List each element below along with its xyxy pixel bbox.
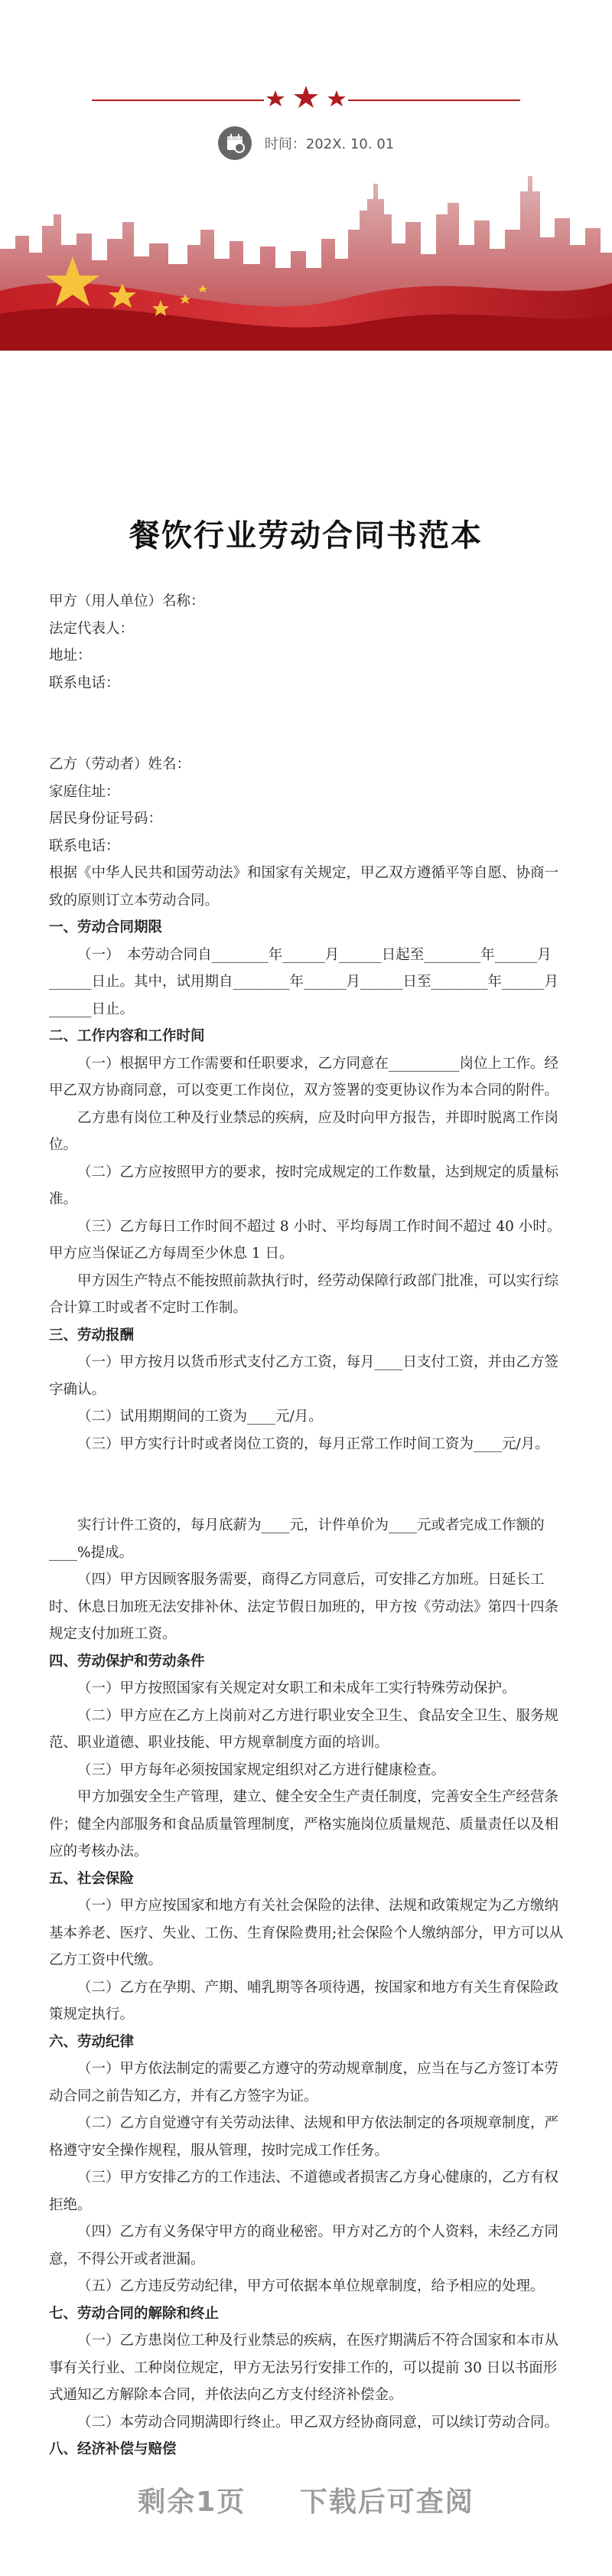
paragraph: （二）试用期期间的工资为____元/月。 bbox=[77, 1409, 323, 1425]
paragraph: （四）乙方有义务保守甲方的商业秘密。甲方对乙方的个人资料，未经乙方同意，不得公开或者泄漏。 bbox=[49, 2224, 559, 2267]
blank-line bbox=[49, 1458, 569, 1485]
paragraph: 甲方加强安全生产管理，建立、健全安全生产责任制度，完善安全生产经营条件；健全内部服务和食品质量管理制度，严格实施岗位质量规范、质量责任以及相应的考核办法。 bbox=[49, 1789, 559, 1859]
document-body bbox=[49, 588, 569, 2463]
section-heading: 七、劳动合同的解除和终止 bbox=[49, 2305, 220, 2322]
section-heading: 八、经济补偿与赔偿 bbox=[49, 2441, 177, 2457]
header-banner bbox=[0, 0, 612, 351]
blank-line bbox=[49, 697, 569, 724]
section-heading: 二、工作内容和工作时间 bbox=[49, 1028, 205, 1044]
section-heading: 六、劳动纪律 bbox=[49, 2033, 135, 2050]
calendar-icon bbox=[218, 126, 252, 160]
paragraph: （二）乙方应按照甲方的要求，按时完成规定的工作数量，达到规定的质量标准。 bbox=[49, 1164, 559, 1207]
paragraph: （二）乙方自觉遵守有关劳动法律、法规和甲方依法制定的各项规章制度，严格遵守安全操作规程，服从管理，按时完成工作任务。 bbox=[49, 2115, 559, 2159]
section-heading: 四、劳动保护和劳动条件 bbox=[49, 1653, 205, 1670]
download-prompt-link[interactable]: 下载后可查阅 bbox=[299, 2486, 474, 2518]
paragraph: （二）本劳动合同期满即行终止。甲乙双方经协商同意，可以续订劳动合同。 bbox=[77, 2414, 559, 2431]
paragraph: 居民身份证号码： bbox=[49, 811, 163, 827]
paragraph: （三）甲方安排乙方的工作违法、不道德或者损害乙方身心健康的，乙方有权拒绝。 bbox=[49, 2170, 559, 2213]
paragraph: （一） 本劳动合同自________年______月______日起至________年______月______日止。其中，试用期自________年______月______日至________年______月______日止。 bbox=[49, 946, 559, 1017]
paragraph: 甲方（用人单位）名称： bbox=[49, 593, 205, 609]
star-row-icon bbox=[0, 84, 612, 115]
paragraph: （四）甲方因顾客服务需要，商得乙方同意后，可安排乙方加班。日延长工时、休息日加班无法安排补休、法定节假日加班的，甲方按《劳动法》第四十四条规定支付加班工资。 bbox=[49, 1572, 559, 1642]
paragraph: 地址： bbox=[49, 648, 92, 664]
paragraph: 实行计件工资的，每月底薪为____元，计件单价为____元或者完成工作额的____%提成。 bbox=[49, 1517, 545, 1561]
city-skyline-icon bbox=[0, 168, 612, 351]
time-text: 时间：202X. 10. 01 bbox=[264, 136, 395, 152]
paragraph: 法定代表人： bbox=[49, 620, 135, 637]
paragraph: （三）乙方每日工作时间不超过 8 小时、平均每周工作时间不超过 40 小时。甲方应当保证乙方每周至少休息 1 日。 bbox=[49, 1218, 562, 1262]
paragraph: （五）乙方违反劳动纪律，甲方可依据本单位规章制度，给予相应的处理。 bbox=[77, 2278, 545, 2294]
remaining-pages-text: 剩余1页 bbox=[138, 2486, 246, 2518]
paragraph: 家庭住址： bbox=[49, 783, 120, 800]
blank-line bbox=[49, 724, 569, 752]
paragraph: 乙方患有岗位工种及行业禁忌的疾病，应及时向甲方报告，并即时脱离工作岗位。 bbox=[49, 1109, 559, 1153]
paragraph: （一）乙方患岗位工种及行业禁忌的疾病，在医疗期满后不符合国家和本市从事有关行业、工种岗位规定，甲方无法另行安排工作的，可以提前 30 日以书面形式通知乙方解除本合同，并依法向乙方支付经济补偿金。 bbox=[49, 2333, 559, 2403]
paragraph: 根据《中华人民共和国劳动法》和国家有关规定，甲乙双方遵循平等自愿、协商一致的原则订立本劳动合同。 bbox=[49, 865, 559, 909]
section-heading: 三、劳动报酬 bbox=[49, 1327, 135, 1344]
section-heading: 一、劳动合同期限 bbox=[49, 919, 163, 935]
footer-notice bbox=[0, 2480, 612, 2519]
paragraph: （一）甲方按照国家有关规定对女职工和未成年工实行特殊劳动保护。 bbox=[77, 1680, 516, 1696]
paragraph: 联系电话： bbox=[49, 674, 120, 691]
paragraph: 甲方因生产特点不能按照前款执行时，经劳动保障行政部门批准，可以实行综合计算工时或者不定时工作制。 bbox=[49, 1272, 559, 1316]
section-heading: 五、社会保险 bbox=[49, 1870, 135, 1887]
paragraph: 联系电话： bbox=[49, 837, 120, 854]
time-row bbox=[0, 126, 612, 160]
paragraph: （一）甲方应按国家和地方有关社会保险的法律、法规和政策规定为乙方缴纳基本养老、医疗、失业、工伤、生育保险费用;社会保险个人缴纳部分，甲方可以从乙方工资中代缴。 bbox=[49, 1898, 564, 1968]
paragraph: （二）甲方应在乙方上岗前对乙方进行职业安全卫生、食品安全卫生、服务规范、职业道德、职业技能、甲方规章制度方面的培训。 bbox=[49, 1707, 559, 1751]
paragraph: （三）甲方每年必须按国家规定组织对乙方进行健康检查。 bbox=[77, 1761, 446, 1778]
document-title: 餐饮行业劳动合同书范本 bbox=[129, 517, 483, 553]
paragraph: （三）甲方实行计时或者岗位工资的，每月正常工作时间工资为____元/月。 bbox=[77, 1435, 549, 1452]
paragraph: （二）乙方在孕期、产期、哺乳期等各项待遇，按国家和地方有关生育保险政策规定执行。 bbox=[49, 1979, 559, 2023]
paragraph: （一）根据甲方工作需要和任职要求，乙方同意在__________岗位上工作。经甲乙双方协商同意，可以变更工作岗位，双方签署的变更协议作为本合同的附件。 bbox=[49, 1055, 559, 1099]
paragraph: （一）甲方依法制定的需要乙方遵守的劳动规章制度，应当在与乙方签订本劳动合同之前告知乙方，并有乙方签字为证。 bbox=[49, 2061, 559, 2104]
paragraph: 乙方（劳动者）姓名： bbox=[49, 756, 191, 772]
paragraph: （一）甲方按月以货币形式支付乙方工资，每月____日支付工资，并由乙方签字确认。 bbox=[49, 1354, 559, 1398]
blank-line bbox=[49, 1485, 569, 1513]
